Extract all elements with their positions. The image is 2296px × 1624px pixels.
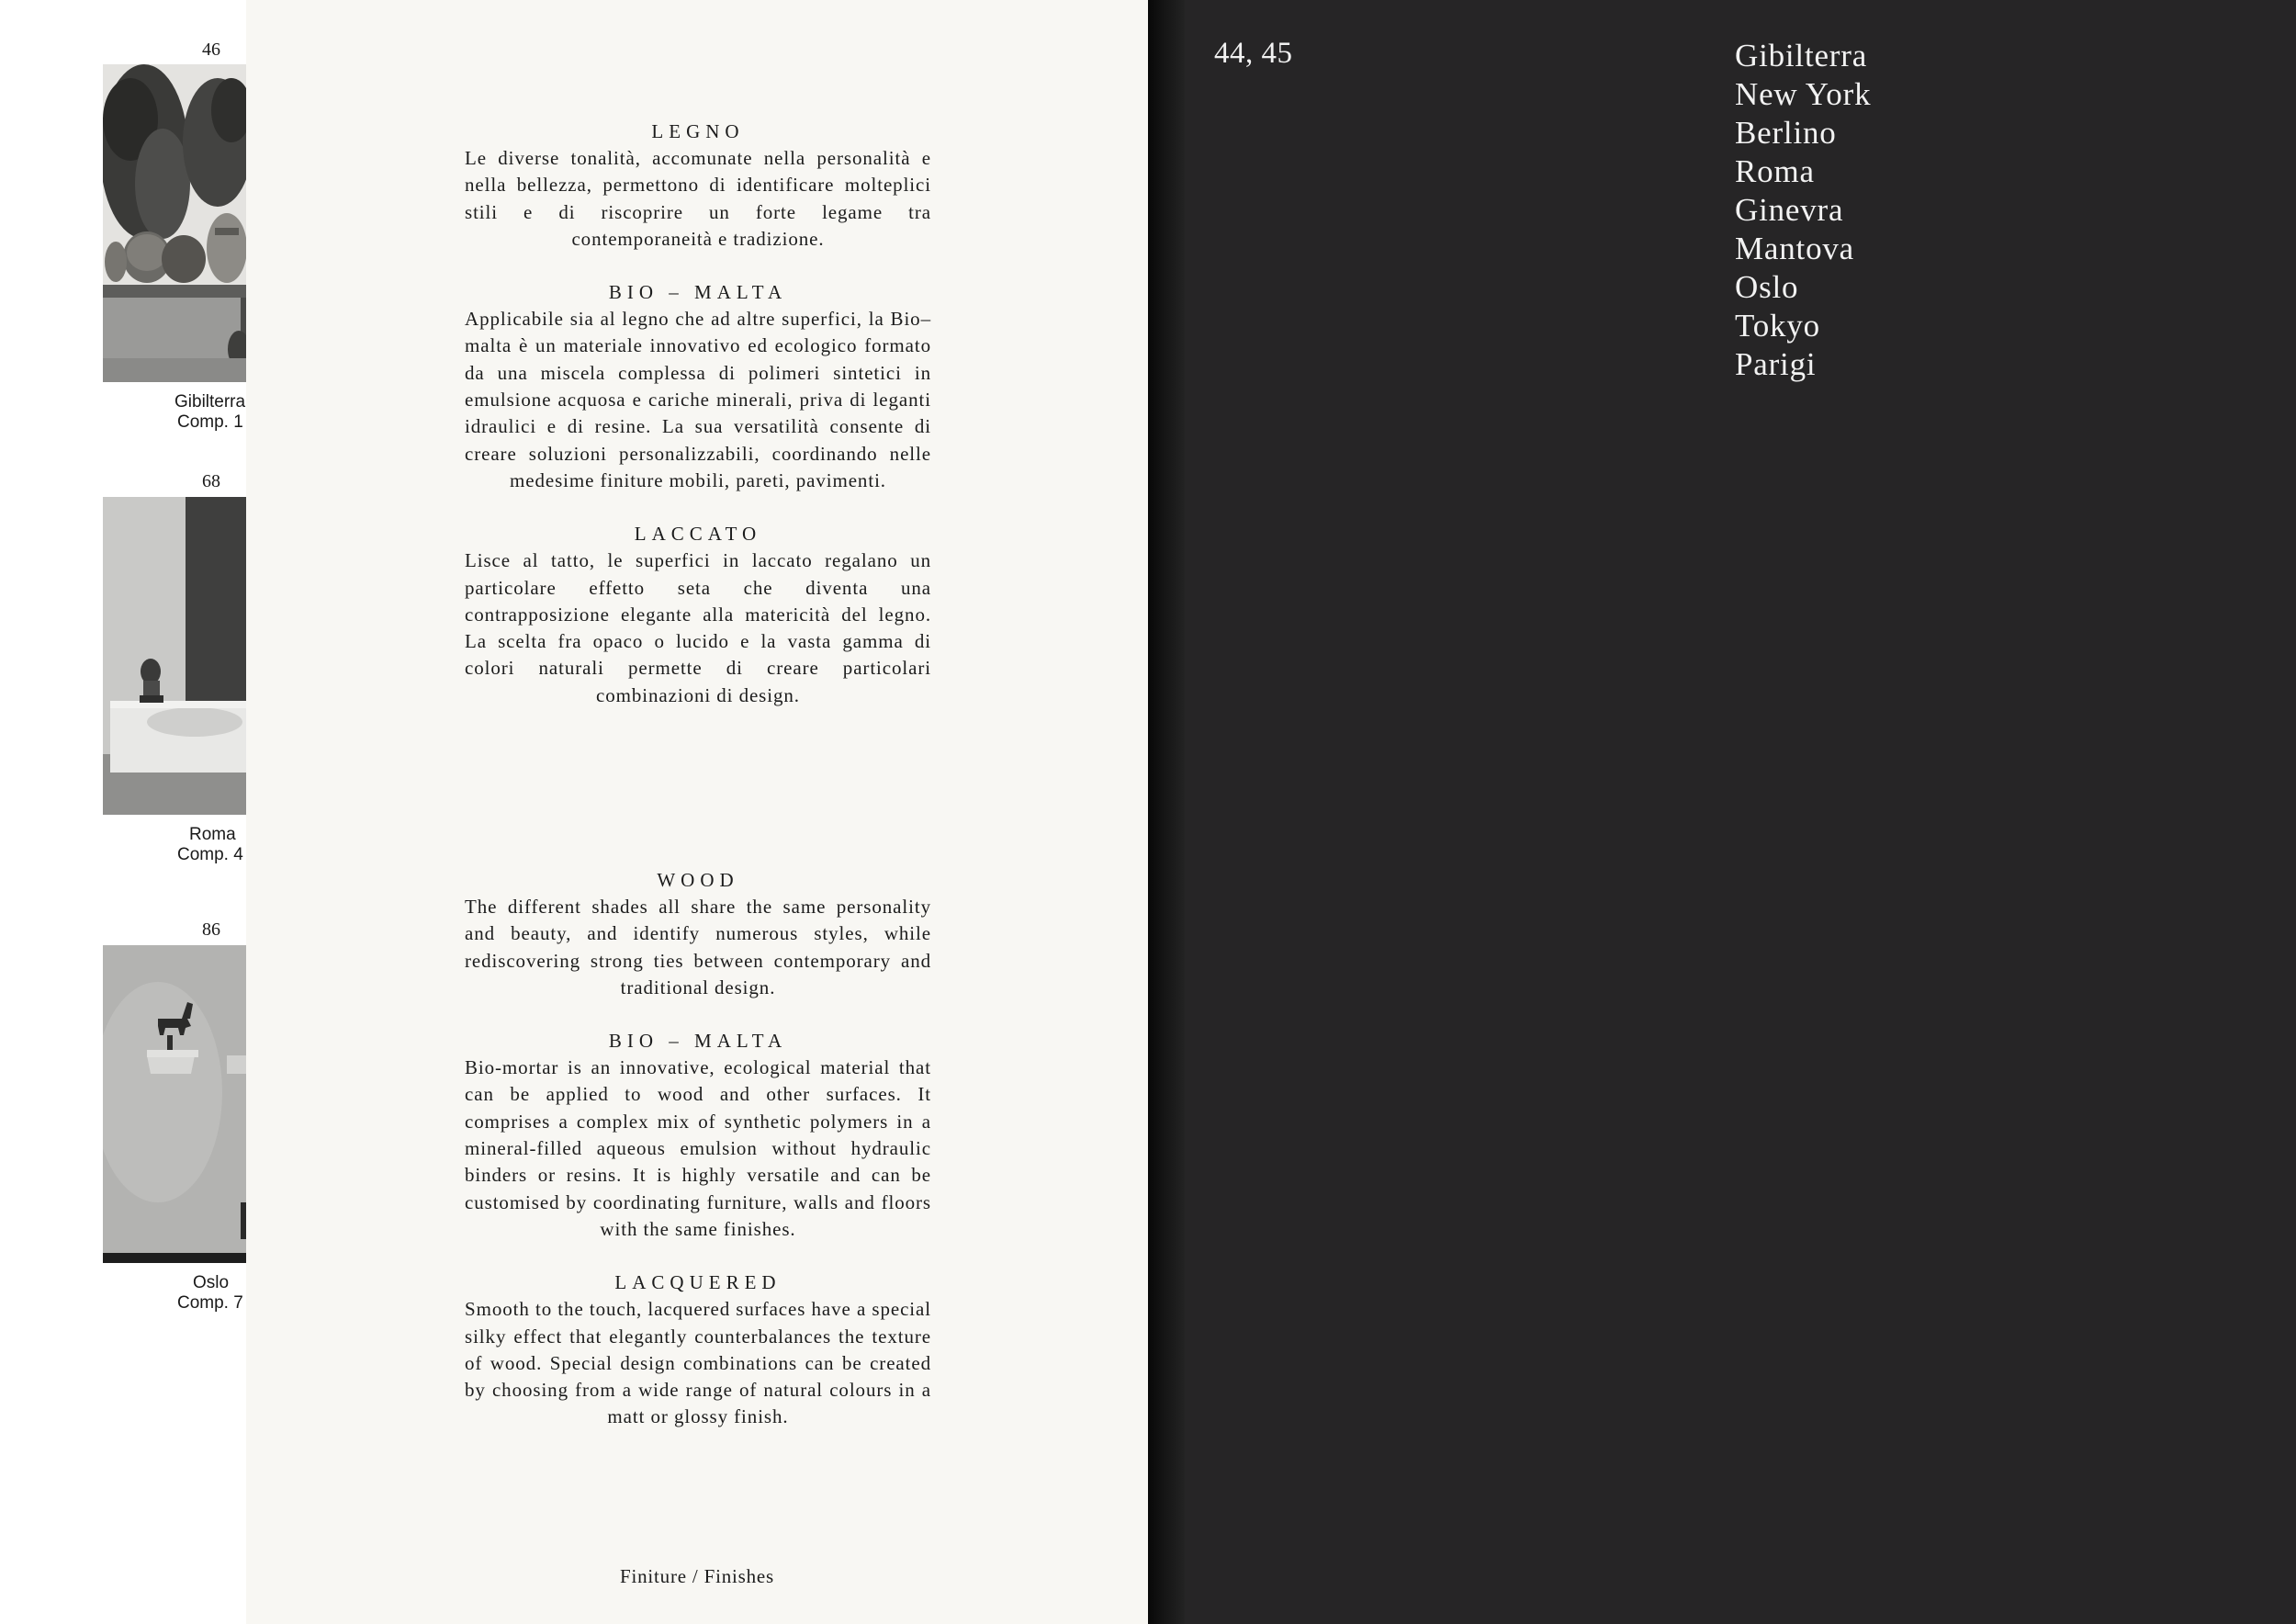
- collection-item-roma[interactable]: Roma: [1735, 153, 1815, 189]
- collection-item-berlino[interactable]: Berlino: [1735, 115, 1837, 151]
- section-title-wood: WOOD: [657, 869, 739, 891]
- collection-item-gibilterra[interactable]: Gibilterra: [1735, 38, 1868, 73]
- section-body-bio-malta-en: Bio-mortar is an innovative, ecological material that can be applied to wood and other surfaces. It comprises a complex mix of synthetic polymers in a mineral-filled aqueous emulsion without hydraulic binders or resins. It is highly versatile and can be customised by coordinating furniture, walls and floors with the same finishes.: [465, 1056, 931, 1240]
- collection-item-oslo[interactable]: Oslo: [1735, 269, 1799, 305]
- section-title-legno: LEGNO: [651, 120, 745, 142]
- sculpture-shelf-image: [103, 945, 250, 1263]
- thumbnail-name: Gibilterra: [174, 392, 246, 412]
- thumbnail-comp: Comp. 4: [177, 845, 243, 864]
- section-body-laccato: Lisce al tatto, le superfici in laccato regalano un particolare effetto seta che diventa una contrapposizione elegante alla matericità del legno. La scelta fra opaco o lucido e la vasta gamma di colori naturali permette di creare particolari combinazioni di design.: [465, 549, 931, 706]
- thumbnail-strip: [0, 0, 246, 1624]
- finishes-text-page: [246, 0, 1148, 1624]
- collection-item-new-york[interactable]: New York: [1735, 76, 1872, 112]
- page-numbers: 44, 45: [1214, 37, 1293, 70]
- thumbnail-name: Roma: [189, 825, 236, 844]
- bathtub-image: [103, 497, 250, 815]
- collection-list: [1735, 37, 1871, 384]
- collection-item-tokyo[interactable]: Tokyo: [1735, 308, 1820, 344]
- thumbnail-page-number: 86: [202, 919, 220, 940]
- section-body-legno: Le diverse tonalità, accomunate nella personalità e nella bellezza, permettono di identificare molteplici stili e di riscoprire un forte legame tra contemporaneità e tradizione.: [465, 147, 931, 250]
- page-gutter-shadow: [1148, 0, 1185, 1624]
- collection-item-parigi[interactable]: Parigi: [1735, 346, 1817, 382]
- collection-item-mantova[interactable]: Mantova: [1735, 231, 1855, 266]
- thumbnail-page-number: 68: [202, 471, 220, 491]
- italian-text-column: [465, 118, 931, 736]
- section-title-bio-malta: BIO – MALTA: [608, 281, 788, 304]
- collection-item-ginevra[interactable]: Ginevra: [1735, 192, 1844, 228]
- section-title-lacquered: LACQUERED: [614, 1271, 782, 1294]
- thumbnail-roma[interactable]: [103, 497, 250, 815]
- thumbnail-gibilterra[interactable]: [103, 64, 250, 382]
- english-text-column: [465, 867, 931, 1458]
- section-body-wood: The different shades all share the same personality and beauty, and identify numerous styles, while rediscovering strong ties between contemporary and traditional design.: [465, 896, 931, 998]
- section-title-bio-malta-en: BIO – MALTA: [608, 1030, 788, 1053]
- section-body-lacquered: Smooth to the touch, lacquered surfaces have a special silky effect that elegantly counterbalances the texture of wood. Special design combinations can be created by choosing from a wide range of natural colours in a matt or glossy finish.: [465, 1298, 931, 1428]
- thumbnail-oslo[interactable]: [103, 945, 250, 1263]
- thumbnail-page-number: 46: [202, 39, 220, 60]
- thumbnail-name: Oslo: [193, 1273, 230, 1292]
- plants-vases-image: [103, 64, 250, 382]
- page-footer: Finiture / Finishes: [619, 1565, 775, 1587]
- section-title-laccato: LACCATO: [634, 523, 762, 546]
- thumbnail-comp: Comp. 7: [177, 1293, 243, 1313]
- section-body-bio-malta: Applicabile sia al legno che ad altre superfici, la Bio–malta è un materiale innovativo ed ecologico formato da una miscela complessa di polimeri sintetici in emulsione acquosa e cariche minerali, priva di leganti idraulici e di resine. La sua versatilità consente di creare soluzioni personalizzabili, coordinando nelle medesime finiture mobili, pareti, pavimenti.: [465, 308, 931, 491]
- thumbnail-comp: Comp. 1: [177, 412, 243, 432]
